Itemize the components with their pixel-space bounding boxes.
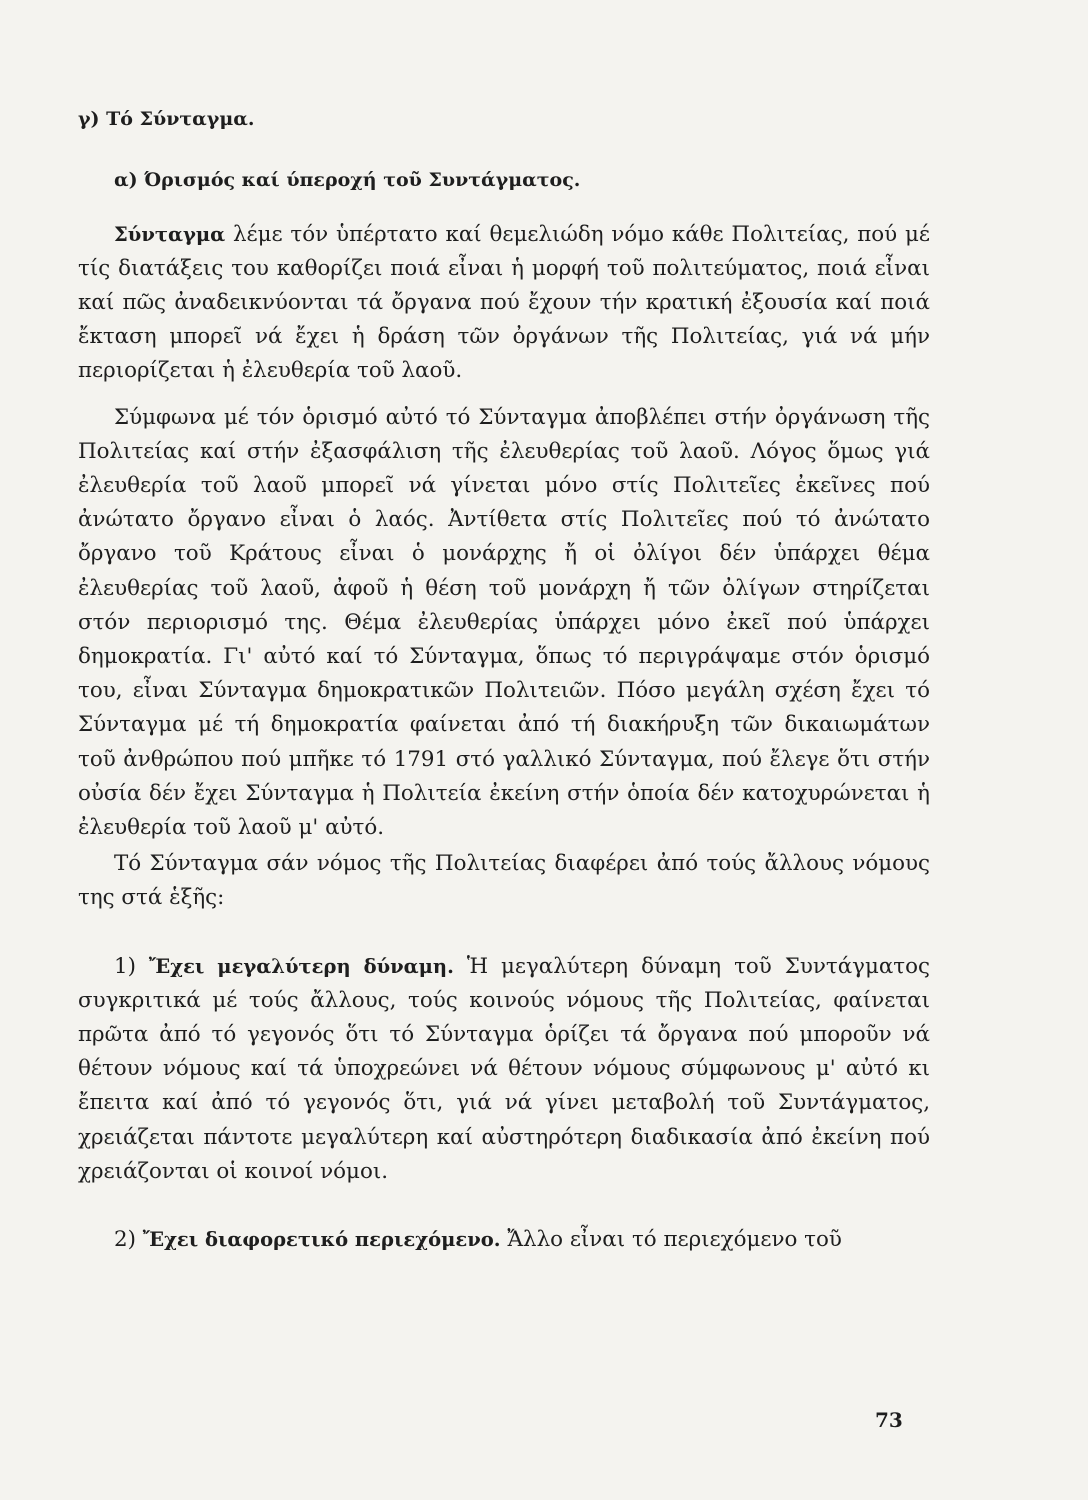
section-heading: γ) Τό Σύνταγμα. [78,108,255,130]
page-body [78,108,930,1438]
list-item-1-lead: Ἔχει μεγαλύτερη δύναμη. [148,954,454,978]
list-item-2-text: Ἄλλο εἶναι τό περιεχόμενο τοῦ [500,1227,842,1253]
definition-text: λέμε τόν ὑπέρτατο καί θεμελιώδη νόμο κάθε Πολιτείας, πού μέ τίς διατάξεις του καθορίζει ποιά εἶναι ἡ μορφή τοῦ πολιτεύματος, ποιά εἶναι καί πῶς ἀναδεικνύονται τά ὄργανα πού ἔχουν τήν κρατική ἐξουσία καί ποιά ἔκταση μπορεῖ νά ἔχει ἡ δράση τῶν ὀργάνων τῆς Πολιτείας, γιά νά μήν περιορίζεται ἡ ἐλευθερία τοῦ λαοῦ. [78,221,930,384]
page-number: 73 [875,1408,903,1432]
subsection-heading: α) Όρισμός καί ύπεροχή τοῦ Συντάγματος. [114,168,581,191]
list-item-2-lead: Ἔχει διαφορετικό περιεχόμενο. [142,1228,501,1252]
list-item-1 [78,950,930,1189]
list-item-1-text: Ἡ μεγαλύτερη δύναμη τοῦ Συντάγματος συγκριτικά μέ τούς ἄλλους, τούς κοινούς νόμους τῆς Πολιτείας, φαίνεται πρῶτα ἀπό τό γεγονός ὅτι τό Σύνταγμα ὁρίζει τά ὄργανα πού μποροῦν νά θέτουν νόμους καί τά ὑποχρεώνει νά θέτουν νόμους σύμφωνους μ' αὐτό κι ἔπειτα καί ἀπό τό γεγονός ὅτι, γιά νά γίνει μεταβολή τοῦ Συντάγματος, χρειάζεται πάντοτε μεγαλύτερη καί αὐστηρότερη διαδικασία ἀπό ἐκείνη πού χρειάζονται οἱ κοινοί νόμοι. [78,953,930,1184]
paragraph-freedom: Σύμφωνα μέ τόν ὁρισμό αὐτό τό Σύνταγμα ἀποβλέπει στήν ὀργάνωση τῆς Πολιτείας καί στήν ἐξασφάλιση τῆς ἐλευθερίας τοῦ λαοῦ. Λόγος ὅμως γιά ἐλευθερία τοῦ λαοῦ μπορεῖ νά γίνεται μόνο στίς Πολιτεῖες ἐκεῖνες πού ἀνώτατο ὄργανο εἶναι ὁ λαός. Ἀντίθετα στίς Πολιτεῖες πού τό ἀνώτατο ὄργανο τοῦ Κράτους εἶναι ὁ μονάρχης ἤ οἱ ὀλίγοι δέν ὑπάρχει θέμα ἐλευθερίας τοῦ λαοῦ, ἀφοῦ ἡ θέση τοῦ μονάρχη ἤ τῶν ὀλίγων στηρίζεται στόν περιορισμό της. Θέμα ἐλευθερίας ὑπάρχει μόνο ἐκεῖ πού ὑπάρχει δημοκρατία. Γι' αὐτό καί τό Σύνταγμα, ὅπως τό περιγράψαμε στόν ὁρισμό του, εἶναι Σύνταγμα δημοκρατικῶν Πολιτειῶν. Πόσο μεγάλη σχέση ἔχει τό Σύνταγμα μέ τή δημοκρατία φαίνεται ἀπό τή διακήρυξη τῶν δικαιωμάτων τοῦ ἀνθρώπου πού μπῆκε τό 1791 στό γαλλικό Σύνταγμα, πού ἔλεγε ὅτι στήν οὐσία δέν ἔχει Σύνταγμα ἡ Πολιτεία ἐκείνη στήν ὁποία δέν κατοχυρώνεται ἡ ἐλευθερία τοῦ λαοῦ μ' αὐτό. [78,404,930,841]
paragraph-differences-intro: Τό Σύνταγμα σάν νόμος τῆς Πολιτείας διαφέρει ἀπό τούς ἄλλους νόμους της στά ἑξῆς: [78,851,930,911]
paragraph-definition [78,218,930,389]
list-item-2 [78,1223,930,1257]
list-item-2-number: 2) [114,1227,143,1253]
list-item-1-number: 1) [114,953,149,979]
definition-lead-term: Σύνταγμα [114,222,226,246]
